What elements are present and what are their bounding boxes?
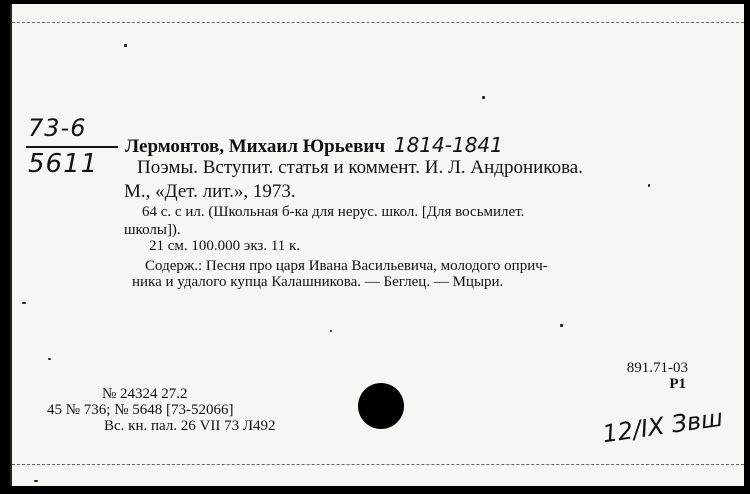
author-heading	[125, 133, 503, 158]
record-line-2: 45 № 736; № 5648 [73-52066]	[47, 402, 234, 418]
collation-line-2: школы]).	[124, 222, 181, 238]
class-number: 891.71-03	[626, 360, 688, 376]
handwritten-signature: 12/IX Звш	[600, 403, 725, 449]
ink-speck	[482, 96, 485, 99]
shelf-mark-bottom: 5611	[28, 149, 99, 179]
ink-speck	[124, 44, 127, 47]
collation-line-1: 64 с. с ил. (Школьная б-ка для нерус. школ. [Для восьмилет.	[142, 204, 525, 220]
contents-line-2: ника и удалого купца Калашникова. — Беглец. — Мцыри.	[132, 274, 504, 290]
title-line: Поэмы. Вступит. статья и коммент. И. Л. Андроникова.	[137, 157, 583, 178]
punch-hole	[358, 383, 404, 429]
record-line-1: № 24324 27.2	[102, 386, 188, 402]
contents-line-1: Содерж.: Песня про царя Ивана Васильевича, молодого оприч-	[145, 258, 548, 274]
shelf-mark-rule	[26, 146, 118, 148]
author-dates: 1814-1841	[393, 133, 503, 157]
ink-speck	[648, 184, 650, 187]
ink-speck	[34, 480, 38, 482]
ink-speck	[48, 358, 51, 360]
shelf-mark-top: 73-6	[28, 114, 87, 142]
catalog-card	[10, 4, 744, 486]
card-dotted-rule	[12, 22, 744, 23]
size-line: 21 см. 100.000 экз. 11 к.	[149, 238, 301, 254]
ink-speck	[560, 324, 563, 327]
ink-speck	[22, 302, 26, 304]
ink-speck	[330, 330, 332, 332]
record-line-3: Вс. кн. пал. 26 VII 73 Л492	[104, 418, 276, 434]
class-sub: Р1	[669, 376, 686, 392]
imprint-line: М., «Дет. лит.», 1973.	[124, 181, 296, 202]
card-dotted-rule	[12, 464, 744, 465]
author-name: Лермонтов, Михаил Юрьевич	[125, 136, 386, 157]
